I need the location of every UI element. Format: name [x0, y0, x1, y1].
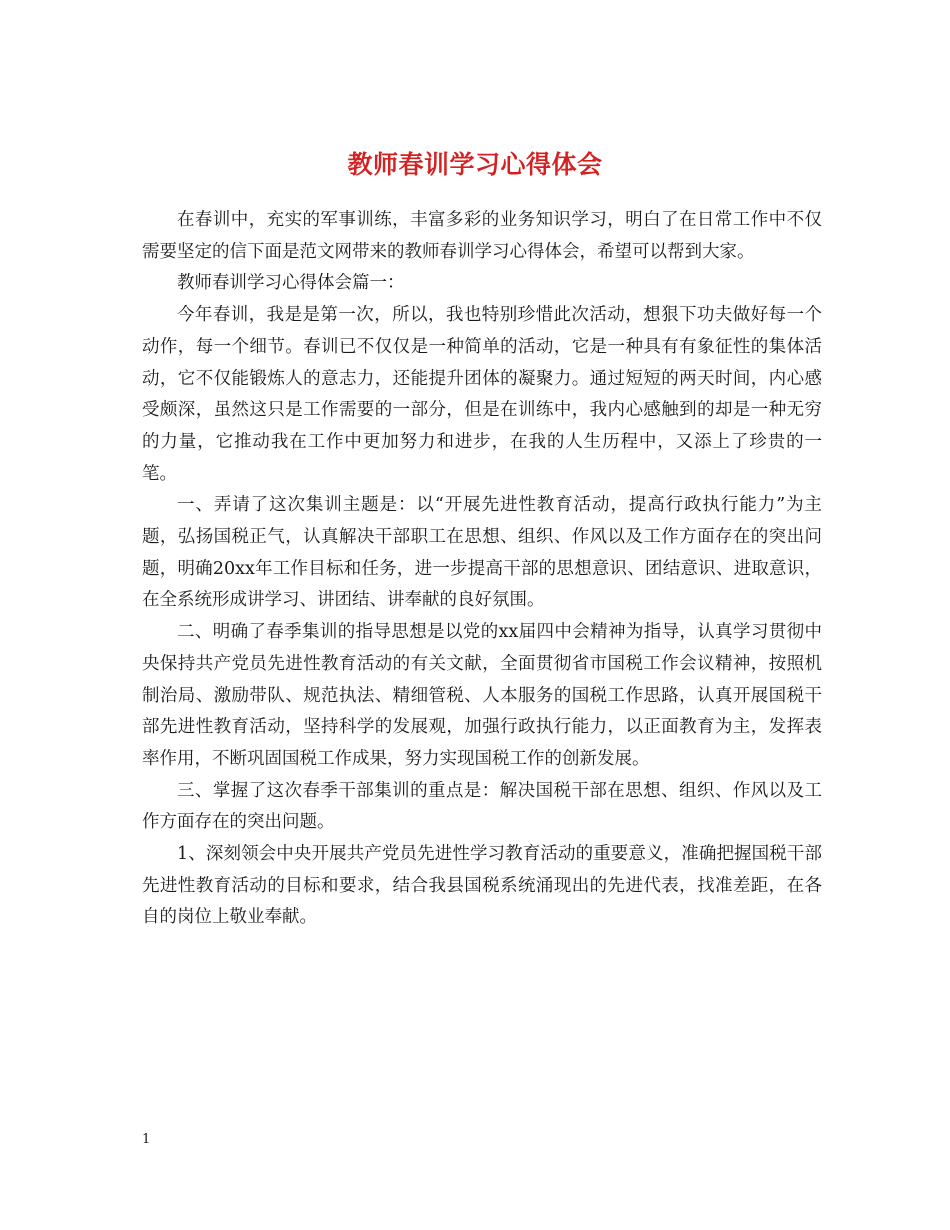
- document-body: [142, 205, 822, 934]
- paragraph-point-three: 三、掌握了这次春季干部集训的重点是：解决国税干部在思想、组织、作风以及工作方面存在的突出问题。: [142, 780, 822, 833]
- paragraph-point-one: 一、弄请了这次集训主题是：以“开展先进性教育活动，提高行政执行能力”为主题，弘扬国税正气，认真解决干部职工在思想、组织、作风以及工作方面存在的突出问题，明确20xx年工作目标和任务，进一步提高干部的思想意识、团结意识、进取意识，在全系统形成讲学习、讲团结、讲奉献的良好氛围。: [142, 495, 822, 611]
- paragraph-experience: 今年春训，我是是第一次，所以，我也特别珍惜此次活动，想狠下功夫做好每一个动作，每一个细节。春训已不仅仅是一种简单的活动，它是一种具有有象征性的集体活动，它不仅能锻炼人的意志力，还能提升团体的凝聚力。通过短短的两天时间，内心感受颇深，虽然这只是工作需要的一部分，但是在训练中，我内心感触到的却是一种无穷的力量，它推动我在工作中更加努力和进步，在我的人生历程中，又添上了珍贵的一笔。: [142, 305, 822, 484]
- paragraph-section-heading: 教师春训学习心得体会篇一：: [177, 273, 405, 294]
- page-number: 1: [142, 1132, 151, 1147]
- paragraph-item-one: 1、深刻领会中央开展共产党员先进性学习教育活动的重要意义，准确把握国税干部先进性教育活动的目标和要求，结合我县国税系统涌现出的先进代表，找准差距，在各自的岗位上敬业奉献。: [142, 844, 822, 928]
- document-title: 教师春训学习心得体会: [347, 149, 603, 179]
- paragraph-intro: 在春训中，充实的军事训练，丰富多彩的业务知识学习，明白了在日常工作中不仅需要坚定的信下面是范文网带来的教师春训学习心得体会，希望可以帮到大家。: [142, 210, 822, 262]
- paragraph-point-two: 二、明确了春季集训的指导思想是以党的xx届四中会精神为指导，认真学习贯彻中央保持共产党员先进性教育活动的有关文献，全面贯彻省市国税工作会议精神，按照机制治局、激励带队、规范执法、精细管税、人本服务的国税工作思路，认真开展国税干部先进性教育活动，坚持科学的发展观，加强行政执行能力，以正面教育为主，发挥表率作用，不断巩固国税工作成果，努力实现国税工作的创新发展。: [142, 622, 822, 769]
